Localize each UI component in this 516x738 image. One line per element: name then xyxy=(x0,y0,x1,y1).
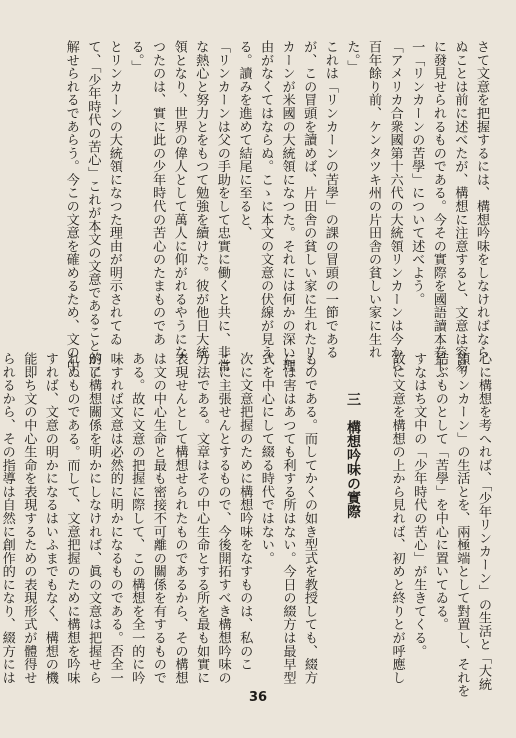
text-column: ものである。而してかくの如き型式を教授しても、綴方 xyxy=(302,352,318,684)
text-column: 一「リンカーンの苦學」について述べよう。 xyxy=(409,40,425,306)
text-column: 「アメリカ合衆國第十六代の大統領リンカーンは今から xyxy=(387,40,403,372)
text-column: 式を中心にして綴る時代ではない。 xyxy=(258,352,274,565)
text-column: 方法である。文章はその中心生命とする所を最も如實に xyxy=(194,352,210,684)
text-column: 能即ち文の中心生命を表現するための表現形式が體得せ xyxy=(21,352,37,684)
text-column: れぬものである。而して、文意把握のために構想を吟味 xyxy=(64,352,80,684)
text-column: つたのは、實に此の少年時代の苦心のたまものであ xyxy=(150,40,166,346)
column-gap xyxy=(320,352,332,637)
text-column: て、「少年時代の苦心」これが本文の文意であることが了 xyxy=(85,40,101,379)
text-column: ある。故に文意の把握に際して、この構想を全一的に吟 xyxy=(129,352,145,684)
text-column: る。讀みを進めて結尾に至ると、 xyxy=(236,40,252,240)
text-column: こに主張せんとするもので、今後開拓すべき構想吟味の xyxy=(215,352,231,684)
text-column: すれば、文意の明かになるはいふまでもなく、構想の機 xyxy=(42,352,58,684)
section-heading: 三 構想吟味の實際 xyxy=(345,392,362,519)
text-column: 由がなくてはならぬ。こゝに本文の文意の伏線が見え xyxy=(258,40,274,359)
text-column: 故に文意を構想の上から見れば、初めと終りとが呼應し xyxy=(389,352,405,684)
text-column: 領リンカーン」の生活とを、兩極端として對置し、それを xyxy=(454,352,470,698)
text-column: に發見せられるものである。今その實際を國語讀本卷十 xyxy=(430,40,446,372)
text-column: 心に構想を考へれば、「少年リンカーン」の生活と「大統 xyxy=(476,352,491,691)
text-column: 「リンカーンは父の手助をして忠實に働くと共に、非常 xyxy=(214,40,230,372)
text-column: 味すれば文意は必然的に明かになるものである。否全一 xyxy=(107,352,123,684)
text-column: これは「リンカーンの苦學」の課の冒頭の一節である xyxy=(322,40,338,359)
text-column: 次に文意把握のために構想吟味をなすものは、私のこ xyxy=(237,352,253,671)
column-gap xyxy=(374,352,386,637)
upper-text-block xyxy=(60,40,492,379)
text-column: とリンカーンの大統領になつた理由が明示されてゐ xyxy=(106,40,122,346)
text-column: 的に構想關係を明かにしなければ、眞の文意は把握せら xyxy=(86,352,102,684)
text-column: ぬことは前に述べたが、構想に注意すると、文意は容易 xyxy=(452,40,468,372)
text-column: る。」 xyxy=(128,40,144,74)
text-column: カーンが米國の大統領になつた。それには何かの深い理 xyxy=(279,40,295,372)
text-column: た。」 xyxy=(344,40,360,74)
text-column: さて文意を把握するには、構想吟味をしなければなら xyxy=(474,40,489,359)
text-column: 表現せんとして構想せられたものであるから、その構想 xyxy=(172,352,188,684)
text-column: な熱心と努力とをもつて勉強を續けた。彼が他日大統 xyxy=(193,40,209,359)
text-column: が、この冒頭を讀めば、片田舎の貧しい家に生れたリン xyxy=(301,40,317,372)
text-column: られるから、その指導は自然に創作的になり、綴方には xyxy=(0,352,15,684)
text-column: 解せられるであらう。今この文意を確めるため、文の中 xyxy=(63,40,79,372)
text-column: すなはち文中の「少年時代の苦心」が生きてくる。 xyxy=(411,352,427,658)
text-column: 結ぶものとして「苦學」を中心に置いてゐる。 xyxy=(432,352,448,631)
page-number: 36 xyxy=(248,690,268,705)
text-column: 百年餘り前、ケンタツキ州の片田舎の貧しい家に生れ xyxy=(366,40,382,359)
text-column: は文の中心生命と最も密接不可離の關係を有するもので xyxy=(150,352,166,684)
text-column: 領となり、世界の偉人として萬人に仰がれるやうにな xyxy=(171,40,187,359)
text-column: には害はあつても利する所はない。今日の綴方は最早型 xyxy=(280,352,296,684)
